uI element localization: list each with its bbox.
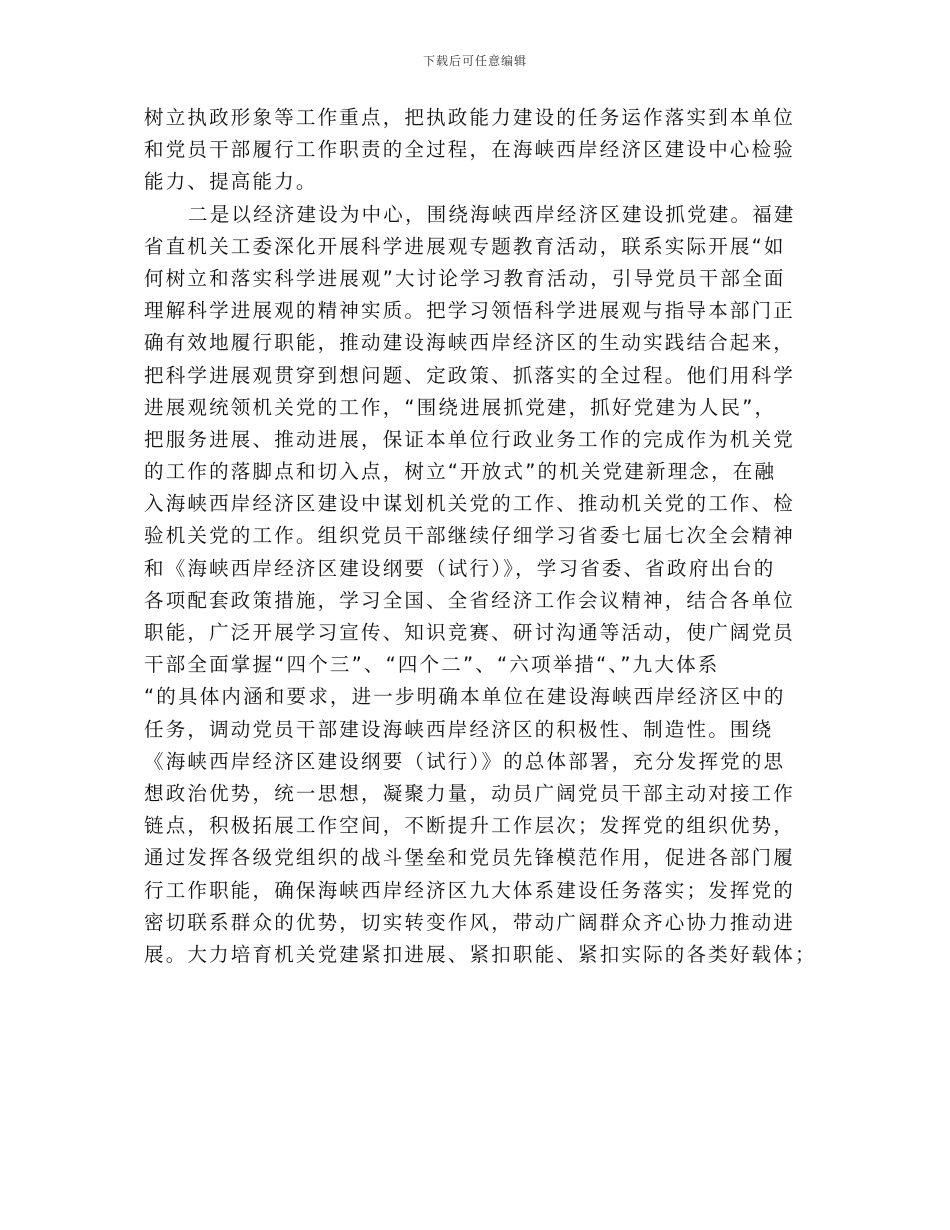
- text-line: 验机关党的工作。组织党员干部继续仔细学习省委七届七次全会精神: [144, 524, 796, 548]
- text-line: 能力、提高能力。: [144, 170, 318, 194]
- text-line: 和《海峡西岸经济区建设纲要（试行）》，学习省委、省政府出台的: [144, 556, 776, 580]
- text-line: 树立执政形象等工作重点，把执政能力建设的任务运作落实到本单位: [144, 106, 796, 129]
- text-line: 密切联系群众的优势，切实转变作风，带动广阔群众齐心协力推动进: [144, 910, 796, 934]
- document-body: [144, 102, 817, 971]
- text-line: 省直机关工委深化开展科学进展观专题教育活动，联系实际开展“如: [144, 234, 786, 258]
- text-line: 理解科学进展观的精神实质。把学习领悟科学进展观与指导本部门正: [144, 299, 796, 323]
- text-line: 任务，调动党员干部建设海峡西岸经济区的积极性、制造性。围绕: [144, 717, 774, 741]
- text-line: 确有效地履行职能，推动建设海峡西岸经济区的生动实践结合起来，: [144, 331, 796, 355]
- text-line: 想政治优势，统一思想，凝聚力量，动员广阔党员干部主动对接工作: [144, 781, 796, 805]
- text-line: 把服务进展、推动进展，保证本单位行政业务工作的完成作为机关党: [144, 427, 796, 451]
- text-line: 行工作职能，确保海峡西岸经济区九大体系建设任务落实；发挥党的: [144, 878, 796, 902]
- text-line: 各项配套政策措施，学习全国、全省经济工作会议精神，结合各单位: [144, 588, 796, 612]
- page-header: 下载后可任意编辑: [422, 54, 527, 68]
- paragraph-start-line: 二是以经济建设为中心，围绕海峡西岸经济区建设抓党建。福建: [188, 202, 796, 226]
- text-line: 《海峡西岸经济区建设纲要（试行）》的总体部署，充分发挥党的思: [144, 749, 786, 773]
- text-line: 把科学进展观贯穿到想问题、定政策、抓落实的全过程。他们用科学: [144, 363, 796, 387]
- text-line: 进展观统领机关党的工作，“围绕进展抓党建，抓好党建为人民”，: [144, 395, 777, 419]
- text-line: 何树立和落实科学进展观”大讨论学习教育活动，引导党员干部全面: [144, 266, 786, 290]
- text-line: 的工作的落脚点和切入点，树立“开放式”的机关党建新理念，在融: [144, 460, 777, 484]
- text-line: 入海峡西岸经济区建设中谋划机关党的工作、推动机关党的工作、检: [144, 492, 796, 516]
- text-line: 链点，积极拓展工作空间，不断提升工作层次；发挥党的组织优势，: [144, 814, 796, 838]
- text-line: 和党员干部履行工作职责的全过程，在海峡西岸经济区建设中心检验: [144, 138, 796, 162]
- text-line: 职能，广泛开展学习宣传、知识竞赛、研讨沟通等活动，使广阔党员: [144, 621, 796, 644]
- text-line: “的具体内涵和要求，进一步明确本单位在建设海峡西岸经济区中的: [144, 685, 786, 709]
- text-line: 通过发挥各级党组织的战斗堡垒和党员先锋模范作用，促进各部门履: [144, 846, 796, 870]
- text-line: 干部全面掌握“四个三”、“四个二”、“六项举措“、”九大体系: [144, 653, 720, 677]
- text-line: 展。大力培育机关党建紧扣进展、紧扣职能、紧扣实际的各类好载体；: [144, 942, 817, 966]
